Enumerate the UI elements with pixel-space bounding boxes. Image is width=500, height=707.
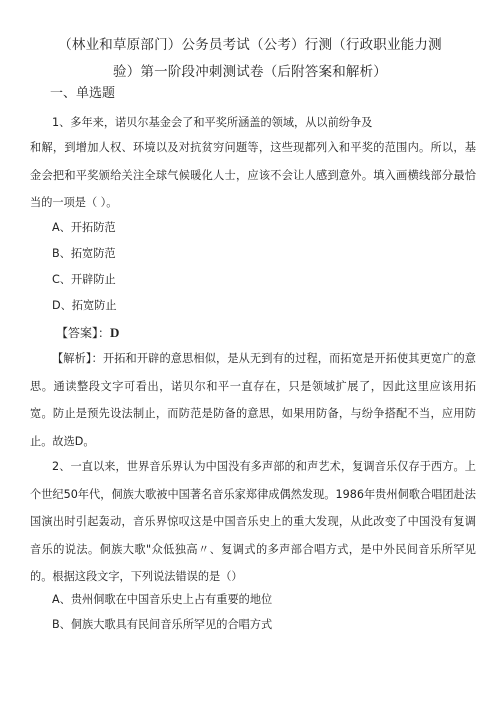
question-1-option-a: A、开拓防范 <box>52 221 116 234</box>
question-2-option-b: B、侗族大歌具有民间音乐所罕见的合唱方式 <box>52 618 273 631</box>
document-title-line-2: 验）第一阶段冲刺测试卷（后附答案和解析） <box>113 64 387 80</box>
section-heading: 一、单选题 <box>50 86 116 101</box>
document-title-line-1: （林业和草原部门）公务员考试（公考）行测（行政职业能力测 <box>58 37 442 53</box>
question-1-answer <box>56 323 119 343</box>
question-2-stem: 2、一直以来，世界音乐界认为中国没有多声部的和声艺术，复调音乐仅存于西方。上个世纪50年代，侗族大歌被中国著名音乐家郑律成偶然发现。1986年贵州侗歌合唱团赴法国演出时引起轰动，音乐界惊叹这是中国音乐史上的重大发现，从此改变了中国没有复调音乐的说法。侗族大歌"众低独高〃、复调式的多声部合唱方式，是中外民间音乐所罕见的。根据这段文字，下列说法错误的是（） <box>30 460 476 584</box>
question-2-option-a: A、贵州侗歌在中国音乐史上占有重要的地位 <box>52 593 273 606</box>
question-1-analysis: 【解析】：开拓和开辟的意思相似，是从无到有的过程，而拓宽是开拓使其更宽广的意思。通读整段文字可看出，诺贝尔和平一直存在，只是领域扩展了，因此这里应该用拓宽。防止是预先设法制止，而防范是防备的意思，如果用防备，与纷争搭配不当，应用防止。故选D。 <box>30 352 476 448</box>
question-1-option-b: B、拓宽防范 <box>52 247 116 260</box>
question-1-option-c: C、开辟防止 <box>52 273 116 286</box>
question-1-option-d: D、拓宽防止 <box>52 299 117 312</box>
answer-label: 【答案】： <box>56 326 111 340</box>
question-1-stem: 和解，到增加人权、环境以及对抗贫穷问题等，这些现都列入和平奖的范围内。所以，基金会把和平奖颁给关注全球气候暖化人士，应该不会让人感到意外。填入画横线部分最恰当的一项是（ ）。 <box>30 141 476 210</box>
question-1-stem-line-1: 1、多年来，诺贝尔基金会了和平奖所涵盖的领域，从以前纷争及 <box>52 116 373 129</box>
answer-value: D <box>110 325 120 340</box>
